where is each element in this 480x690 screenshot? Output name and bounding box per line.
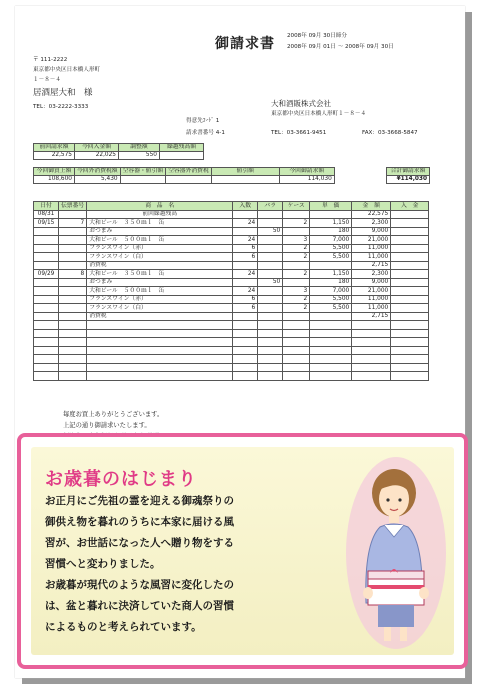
table-cell: 2,300 (352, 219, 391, 228)
table-cell (233, 372, 258, 381)
table-cell (283, 329, 310, 338)
table-cell (352, 372, 391, 381)
summary2-value (166, 176, 212, 184)
table-cell (59, 210, 87, 219)
table-cell (34, 312, 59, 321)
table-cell: 2,715 (352, 312, 391, 321)
table-cell (391, 253, 429, 262)
table-cell (34, 244, 59, 253)
table-cell (258, 346, 283, 355)
table-cell (233, 210, 258, 219)
items-table (33, 201, 429, 381)
table-cell: フランスワイン（白） (87, 304, 233, 313)
table-cell: 08/31 (34, 210, 59, 219)
table-cell (283, 363, 310, 372)
table-cell (258, 253, 283, 262)
table-cell: フランスワイン（赤） (87, 244, 233, 253)
sender-company: 大和酒販株式会社 (271, 99, 331, 108)
table-cell (34, 236, 59, 245)
table-cell (59, 227, 87, 236)
table-cell (59, 244, 87, 253)
table-cell: 大和ビール ５００ｍｌ 缶 (87, 287, 233, 296)
table-row (34, 210, 429, 219)
table-cell (34, 321, 59, 330)
table-cell: おつまみ (87, 278, 233, 287)
table-cell (59, 338, 87, 347)
table-cell: 11,000 (352, 244, 391, 253)
table-row (34, 372, 429, 381)
table-cell (34, 304, 59, 313)
table-row (34, 236, 429, 245)
table-cell (352, 355, 391, 364)
banner-panel (31, 447, 454, 655)
table-cell: 5,500 (310, 304, 352, 313)
sender-fax: FAX：03-3668-5847 (362, 130, 418, 136)
summary2-header: 空容器外消費税 (166, 168, 212, 176)
table-cell (283, 312, 310, 321)
col-amount: 金 額 (352, 202, 391, 211)
table-cell: 24 (233, 219, 258, 228)
table-cell (34, 346, 59, 355)
table-cell (352, 329, 391, 338)
woman-with-gift-illustration (344, 453, 448, 653)
table-cell (34, 227, 59, 236)
col-slip: 伝票番号 (59, 202, 87, 211)
table-cell (258, 321, 283, 330)
table-cell (34, 329, 59, 338)
table-cell (391, 363, 429, 372)
summary1-header: 前回請求額 (34, 144, 75, 152)
table-row (34, 261, 429, 270)
table-cell (59, 287, 87, 296)
table-cell (310, 346, 352, 355)
table-cell: 7 (59, 219, 87, 228)
table-cell (391, 338, 429, 347)
table-cell: 3 (283, 287, 310, 296)
summary2-value (211, 176, 279, 184)
table-row (34, 219, 429, 228)
table-cell (233, 278, 258, 287)
total-label: 合計御請求額 (387, 168, 430, 176)
table-cell: 6 (233, 244, 258, 253)
recipient-name: 居酒屋大和 様 (33, 88, 93, 98)
table-cell (59, 346, 87, 355)
table-cell (258, 329, 283, 338)
table-cell (352, 338, 391, 347)
col-unit-price: 単 価 (310, 202, 352, 211)
table-cell: 2,715 (352, 261, 391, 270)
table-cell: 5,500 (310, 253, 352, 262)
table-cell (258, 304, 283, 313)
table-cell (258, 244, 283, 253)
table-row (34, 227, 429, 236)
table-cell: 11,000 (352, 253, 391, 262)
table-cell: 24 (233, 287, 258, 296)
table-cell (233, 227, 258, 236)
table-cell (59, 355, 87, 364)
table-row (34, 355, 429, 364)
table-cell (34, 278, 59, 287)
table-cell: 24 (233, 236, 258, 245)
table-cell (310, 312, 352, 321)
table-row (34, 270, 429, 279)
table-cell (34, 261, 59, 270)
table-cell (258, 355, 283, 364)
table-cell (283, 355, 310, 364)
table-cell: 11,000 (352, 304, 391, 313)
table-cell: 2 (283, 253, 310, 262)
banner-line: によるものと考えられています。 (45, 621, 202, 633)
table-cell: 21,000 (352, 287, 391, 296)
sender-address: 東京都中央区日本橋人形町１－８－４ (271, 111, 367, 117)
summary-table-1 (33, 143, 204, 160)
table-cell (87, 363, 233, 372)
table-cell (34, 355, 59, 364)
summary1-value (160, 152, 204, 160)
table-cell: 大和ビール ３５０ｍｌ 缶 (87, 270, 233, 279)
table-cell (283, 338, 310, 347)
table-cell: フランスワイン（白） (87, 253, 233, 262)
customer-code: 得意先ｺｰﾄﾞ 1 (186, 118, 220, 124)
table-row (34, 363, 429, 372)
col-loose: バラ (258, 202, 283, 211)
table-cell (352, 346, 391, 355)
invoice-number: 請求書番号 4-1 (186, 130, 225, 136)
table-row (34, 304, 429, 313)
table-cell (59, 236, 87, 245)
table-cell: 5,500 (310, 244, 352, 253)
table-cell: 09/29 (34, 270, 59, 279)
table-cell (310, 321, 352, 330)
recipient-address1: 東京都中央区日本橋人形町 (33, 67, 101, 73)
table-row (34, 253, 429, 262)
table-cell (283, 261, 310, 270)
table-cell (391, 261, 429, 270)
table-cell (87, 372, 233, 381)
table-cell (283, 278, 310, 287)
table-cell (391, 346, 429, 355)
summary2-value (120, 176, 166, 184)
table-cell (233, 321, 258, 330)
recipient-postal: 〒 111-2222 (33, 57, 68, 63)
col-case: ケース (283, 202, 310, 211)
table-cell (59, 278, 87, 287)
table-row (34, 346, 429, 355)
table-cell (34, 287, 59, 296)
recipient-tel: TEL：03-2222-3333 (33, 104, 89, 110)
table-cell (87, 329, 233, 338)
table-cell (391, 321, 429, 330)
table-cell: 消費税 (87, 261, 233, 270)
table-cell (258, 295, 283, 304)
table-cell: 09/15 (34, 219, 59, 228)
table-cell (391, 295, 429, 304)
table-cell: 9,000 (352, 278, 391, 287)
table-cell (258, 270, 283, 279)
table-cell (233, 338, 258, 347)
table-cell: 9,000 (352, 227, 391, 236)
table-cell (283, 346, 310, 355)
table-cell: 6 (233, 304, 258, 313)
summary2-header: 今回御請求額 (279, 168, 334, 176)
table-row (34, 244, 429, 253)
table-cell (59, 329, 87, 338)
table-cell: 2,300 (352, 270, 391, 279)
table-cell (233, 363, 258, 372)
table-cell (34, 295, 59, 304)
table-cell (258, 312, 283, 321)
table-cell: 6 (233, 295, 258, 304)
table-cell (59, 304, 87, 313)
summary2-header: 今回御買上額 (34, 168, 75, 176)
summary1-header: 今回入金額 (75, 144, 119, 152)
closing-date: 2008年 09月 30日締分 (287, 33, 347, 39)
table-cell: 6 (233, 253, 258, 262)
table-cell: 1,150 (310, 270, 352, 279)
banner-line: お正月にご先祖の霊を迎える御魂祭りの (45, 495, 234, 507)
summary1-header: 調整額 (119, 144, 160, 152)
table-cell: 2 (283, 304, 310, 313)
table-cell: 7,000 (310, 236, 352, 245)
table-row (34, 278, 429, 287)
items-header-row (34, 202, 429, 211)
table-cell (310, 329, 352, 338)
note-request: 上記の通り御請求いたします。 (63, 422, 151, 429)
table-cell: おつまみ (87, 227, 233, 236)
summary1-value: 550 (119, 152, 160, 160)
col-payment: 入 金 (391, 202, 429, 211)
table-cell: 50 (258, 227, 283, 236)
table-cell (87, 321, 233, 330)
table-cell (34, 253, 59, 262)
summary2-value: 108,600 (34, 176, 75, 184)
table-cell (59, 295, 87, 304)
table-cell (391, 270, 429, 279)
table-cell (258, 261, 283, 270)
table-cell (391, 244, 429, 253)
table-cell: 21,000 (352, 236, 391, 245)
table-cell (258, 338, 283, 347)
banner-title: お歳暮のはじまり (45, 469, 197, 490)
table-cell (59, 321, 87, 330)
table-cell: 11,000 (352, 295, 391, 304)
table-cell (283, 227, 310, 236)
table-cell (391, 372, 429, 381)
table-cell (258, 287, 283, 296)
table-cell (391, 278, 429, 287)
table-cell: 消費税 (87, 312, 233, 321)
summary1-header: 繰越残高額 (160, 144, 204, 152)
col-date: 日付 (34, 202, 59, 211)
summary1-value: 22,575 (34, 152, 75, 160)
table-cell (59, 261, 87, 270)
col-per-case: 入数 (233, 202, 258, 211)
summary2-value: 5,430 (75, 176, 121, 184)
table-cell: 180 (310, 227, 352, 236)
table-cell (391, 355, 429, 364)
table-cell (233, 261, 258, 270)
sender-tel: TEL：03-3661-9451 (271, 130, 327, 136)
table-cell (233, 329, 258, 338)
table-cell (391, 219, 429, 228)
table-cell (258, 372, 283, 381)
table-cell: 50 (258, 278, 283, 287)
table-cell (59, 372, 87, 381)
table-row (34, 295, 429, 304)
table-row (34, 321, 429, 330)
table-cell (59, 312, 87, 321)
table-cell (233, 312, 258, 321)
summary2-header: 値引額 (211, 168, 279, 176)
summary-table-2 (33, 167, 335, 184)
total-value: ¥114,030 (387, 176, 430, 184)
table-cell: フランスワイン（赤） (87, 295, 233, 304)
table-cell: 22,575 (352, 210, 391, 219)
banner-line: お歳暮が現代のような風習に変化したの (45, 579, 234, 591)
table-cell: 2 (283, 219, 310, 228)
table-row (34, 287, 429, 296)
table-cell (34, 372, 59, 381)
table-row (34, 312, 429, 321)
table-cell: 3 (283, 236, 310, 245)
banner-line: は、盆と暮れに決済していた商人の習慣 (45, 600, 234, 612)
table-cell (283, 210, 310, 219)
table-cell (391, 304, 429, 313)
table-cell (258, 363, 283, 372)
table-cell (233, 346, 258, 355)
table-cell (391, 312, 429, 321)
table-cell (310, 261, 352, 270)
table-cell (87, 346, 233, 355)
banner-line: 御供え物を暮れのうちに本家に届ける風 (45, 516, 234, 528)
table-cell (310, 372, 352, 381)
billing-period: 2008年 09月 01日 ～ 2008年 09月 30日 (287, 44, 394, 50)
table-cell: 大和ビール ５００ｍｌ 缶 (87, 236, 233, 245)
table-cell: 180 (310, 278, 352, 287)
invoice-title: 御請求書 (215, 36, 275, 52)
table-cell (310, 363, 352, 372)
table-row (34, 329, 429, 338)
table-cell (87, 355, 233, 364)
table-row (34, 338, 429, 347)
table-cell: 大和ビール ３５０ｍｌ 缶 (87, 219, 233, 228)
col-product: 商 品 名 (87, 202, 233, 211)
table-cell (310, 338, 352, 347)
table-cell (310, 210, 352, 219)
table-cell (34, 338, 59, 347)
table-cell (310, 355, 352, 364)
table-cell (258, 210, 283, 219)
table-cell (59, 253, 87, 262)
table-cell (352, 321, 391, 330)
banner-line: 習が、お世話になった人へ贈り物をする (45, 537, 234, 549)
table-cell: 2 (283, 244, 310, 253)
summary1-value: 22,025 (75, 152, 119, 160)
table-cell (391, 329, 429, 338)
table-cell: 前回繰越残高 (87, 210, 233, 219)
table-cell (233, 355, 258, 364)
table-cell: 8 (59, 270, 87, 279)
table-cell (258, 236, 283, 245)
recipient-address2: １－８－４ (33, 77, 61, 83)
table-cell (283, 321, 310, 330)
table-cell: 24 (233, 270, 258, 279)
table-cell (283, 372, 310, 381)
table-cell: 7,000 (310, 287, 352, 296)
oseibo-banner (17, 433, 468, 669)
total-table (386, 167, 430, 184)
table-cell: 5,500 (310, 295, 352, 304)
note-thanks: 毎度お買上ありがとうございます。 (63, 411, 164, 418)
table-cell (59, 363, 87, 372)
table-cell (391, 227, 429, 236)
table-cell (391, 287, 429, 296)
summary2-header: 空容器・値引額 (120, 168, 166, 176)
table-cell (391, 236, 429, 245)
table-cell: 1,150 (310, 219, 352, 228)
table-cell (34, 363, 59, 372)
summary2-value: 114,030 (279, 176, 334, 184)
table-cell (258, 219, 283, 228)
banner-line: 習慣へと変わりました。 (45, 558, 161, 570)
table-cell (391, 210, 429, 219)
summary2-header: 今回外消費税額 (75, 168, 121, 176)
table-cell: 2 (283, 295, 310, 304)
table-cell: 2 (283, 270, 310, 279)
table-cell (352, 363, 391, 372)
table-cell (87, 338, 233, 347)
